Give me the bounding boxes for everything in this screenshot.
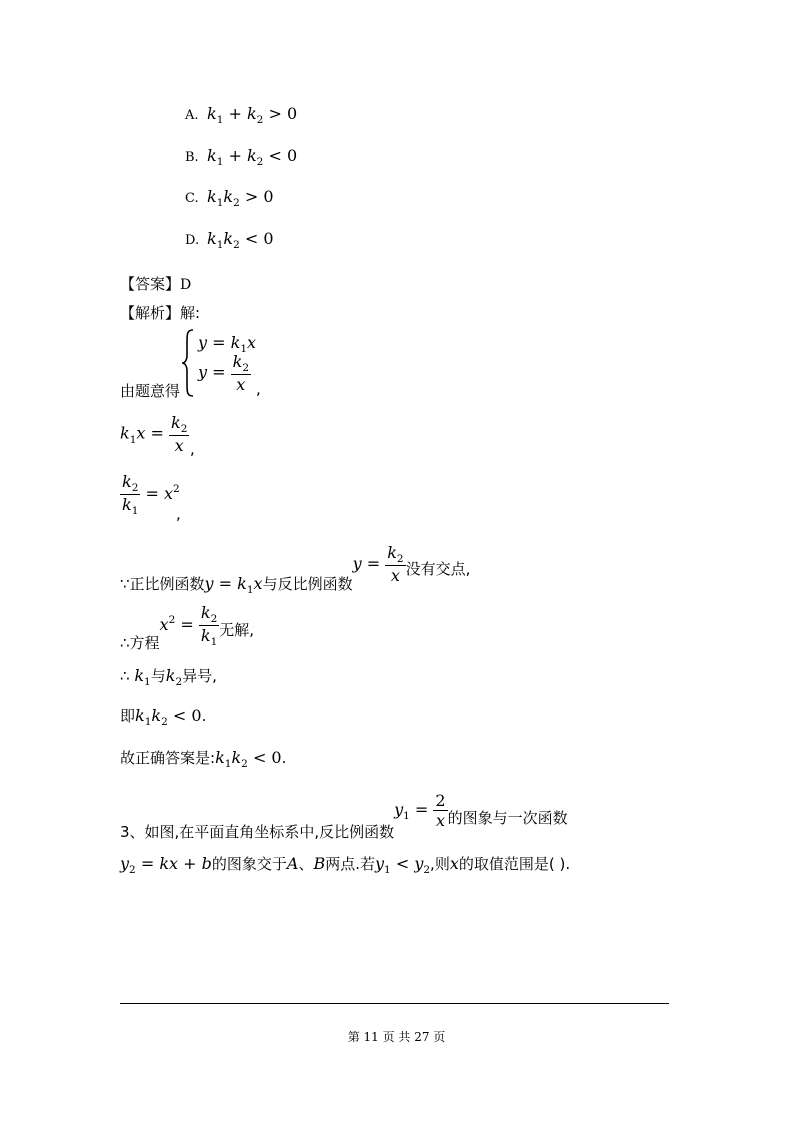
option-a[interactable] [185, 104, 298, 126]
option-label: C. [185, 191, 199, 206]
comma: , [190, 440, 195, 458]
option-b[interactable] [185, 146, 298, 168]
opposite-sign-line: ∴ $k_1$与$k_2$异号, [120, 666, 217, 688]
option-label: D. [185, 233, 200, 248]
system-eq-1: $y = k_1x$ [198, 333, 257, 355]
option-expression: $k_1 + k_2 > 0$ [207, 104, 298, 126]
namely-line: 即$k_1k_2 < 0$. [120, 706, 207, 728]
page-number: 第 11 页 共 27 页 [347, 1030, 446, 1044]
because-line: ∵正比例函数$y = k_1x$与反比例函数y = $\frac{k_2}{x}$ 没有交点, [120, 543, 471, 596]
question3-line1: 3、如图,在平面直角坐标系中,反比例函数$y_1$ = $\frac{2}{x}$ 的图象与一次函数 [120, 791, 568, 841]
equation-ratio: $\frac{k_2}{k_1}$ = $x^2$ [122, 472, 180, 517]
option-label: B. [185, 150, 199, 165]
answer-value: D [180, 277, 192, 293]
conclusion-line: 故正确答案是$:k_1k_2 < 0$. [120, 748, 287, 770]
option-expression: $k_1 + k_2 < 0$ [207, 146, 298, 168]
given-label: 由题意得 [120, 382, 181, 400]
therefore-equation-line: ∴方程$x^2$ = $\frac{k_2}{k_1}$ 无解, [120, 603, 255, 652]
system-comma: , [256, 380, 261, 398]
brace-icon [180, 328, 196, 402]
footer-divider [120, 1003, 669, 1004]
analysis-tag: 【解析】 [120, 304, 181, 322]
option-label: A. [185, 108, 199, 123]
analysis-intro: 解: [180, 304, 201, 322]
option-expression: $k_1k_2 < 0$ [207, 229, 274, 251]
comma: , [176, 505, 181, 523]
option-d[interactable] [185, 229, 274, 251]
answer-tag: 【答案】 [120, 275, 181, 293]
equation-k1x: $k_1x$ = $\frac{k_2}{x}$ [120, 413, 188, 455]
answer-line [120, 273, 191, 294]
question3-line2: $y_2$ = kx + b的图象交于A、B两点.若$y_1 < y_2$,则x的取值范围是( ). [120, 854, 571, 876]
analysis-header [120, 302, 200, 323]
option-expression: $k_1k_2 > 0$ [207, 187, 274, 209]
system-eq-2: y = $\frac{k_2}{x}$ [198, 352, 250, 394]
option-c[interactable] [185, 187, 274, 209]
